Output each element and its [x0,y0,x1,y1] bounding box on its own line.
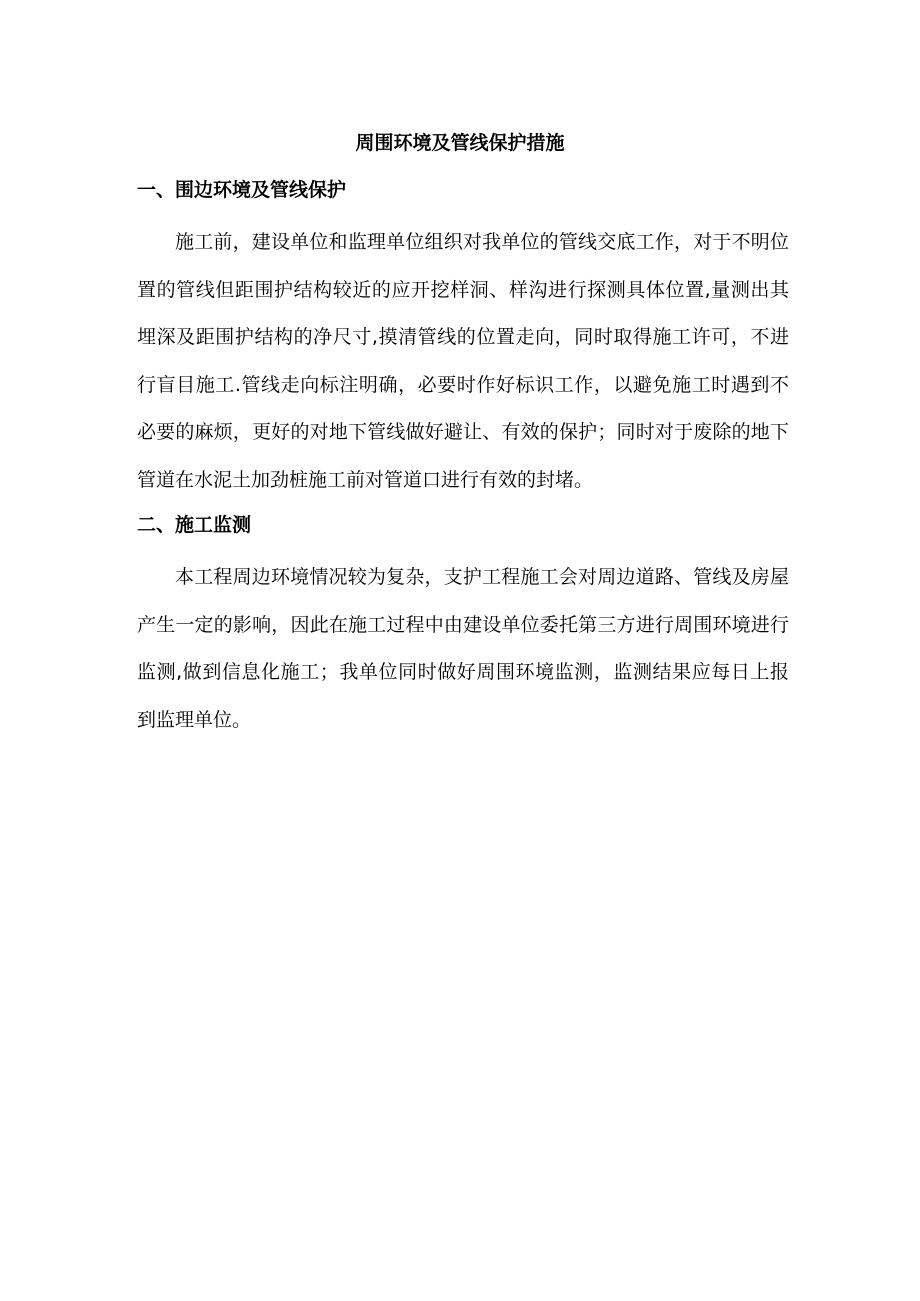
section-surrounding-environment [137,175,789,504]
document-title: 周围环境及管线保护措施 [355,132,565,154]
section-paragraph: 本工程周边环境情况较为复杂，支护工程施工会对周边道路、管线及房屋产生一定的影响，因此在施工过程中由建设单位委托第三方进行周围环境进行监测,做到信息化施工；我单位同时做好周围环境监测，监测结果应每日上报到监理单位。 [137,566,789,731]
section-construction-monitoring [137,510,789,744]
section-paragraph: 施工前，建设单位和监理单位组织对我单位的管线交底工作，对于不明位置的管线但距围护结构较近的应开挖样洞、样沟进行探测具体位置,量测出其埋深及距围护结构的净尺寸,摸清管线的位置走向，同时取得施工许可，不进行盲目施工.管线走向标注明确，必要时作好标识工作，以避免施工时遇到不必要的麻烦，更好的对地下管线做好避让、有效的保护；同时对于废除的地下管道在水泥土加劲桩施工前对管道口进行有效的封堵。 [137,231,789,491]
section-heading: 二、施工监测 [137,514,252,536]
section-heading: 一、围边环境及管线保护 [137,179,347,201]
